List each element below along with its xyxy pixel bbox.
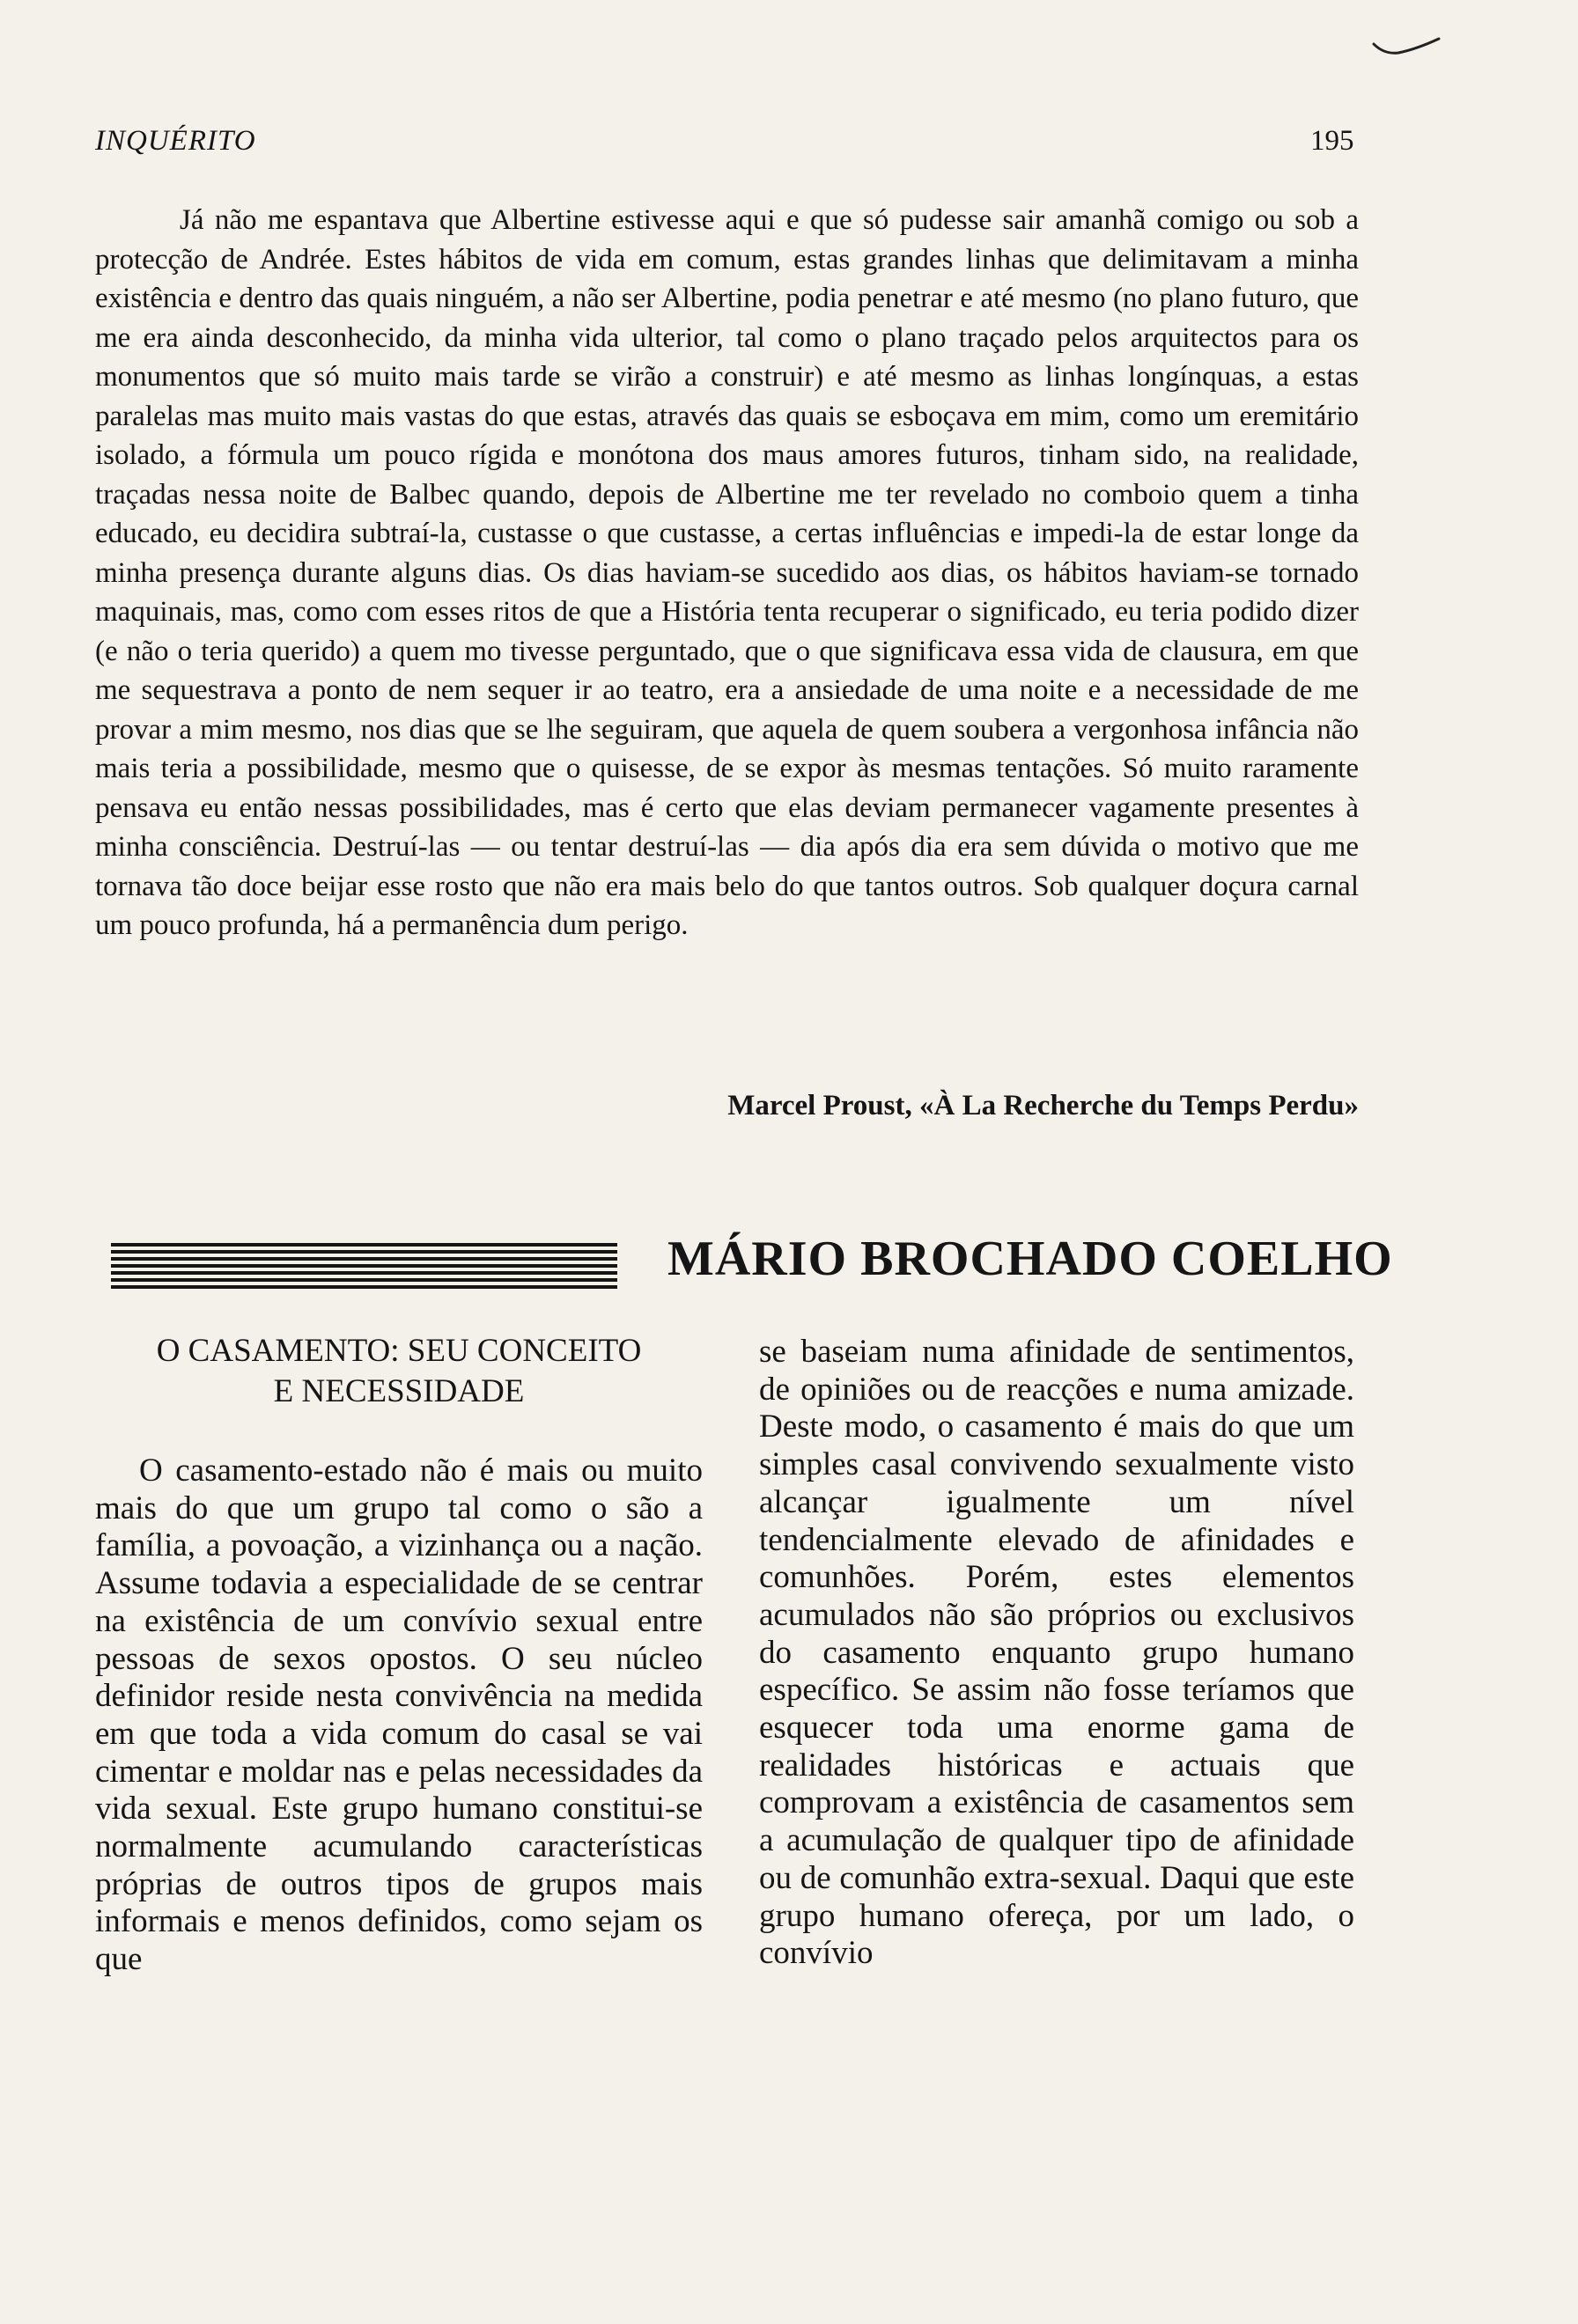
article-title-line-1: O CASAMENTO: SEU CONCEITO	[156, 1333, 642, 1369]
page-number: 195	[1310, 125, 1354, 157]
column-left-paragraph: O casamento-estado não é mais ou muito mais do que um grupo tal como o são a família, a povoação, a vizinhança ou a nação. Assume todavia a especialidade de se centrar na existência de um convívio sexual entre pessoas de sexos opostos. O seu núcleo definidor reside nesta convivência na medida em que toda a vida comum do casal se vai cimentar e moldar nas e pelas necessidades da vida sexual. Este grupo humano constitui-se normalmente acumulando características próprias de outros tipos de grupos mais informais e menos definidos, como sejam os que	[95, 1452, 703, 1978]
decorative-pattern-bar	[111, 1239, 617, 1289]
article-title	[95, 1331, 703, 1412]
proust-excerpt	[95, 201, 1359, 945]
article-title-line-2: E NECESSIDADE	[273, 1373, 525, 1409]
article-column-right	[759, 1334, 1354, 1973]
column-right-paragraph: se baseiam numa afinidade de sentimentos, de opiniões ou de reacções e numa amizade. Deste modo, o casamento é mais do que um simples casal convivendo sexualmente visto alcançar igualmente um nível tendencialmente elevado de afinidades e comunhões. Porém, estes elementos acumulados não são próprios ou exclusivos do casamento enquanto grupo humano específico. Se assim não fosse teríamos que esquecer toda uma enorme gama de realidades históricas e actuais que comprovam a existência de casamentos sem a acumulação de qualquer tipo de afinidade ou de comunhão extra-sexual. Daqui que este grupo humano ofereça, por um lado, o convívio	[759, 1334, 1354, 1972]
author-name: MÁRIO BROCHADO COELHO	[667, 1232, 1393, 1286]
excerpt-paragraph: Já não me espantava que Albertine estivesse aqui e que só pudesse sair amanhã comigo ou sob a protecção de Andrée. Estes hábitos de vida em comum, estas grandes linhas que delimitavam a minha existência e dentro das quais ninguém, a não ser Albertine, podia penetrar e até mesmo (no plano futuro, que me era ainda desconhecido, da minha vida ulterior, tal como o plano traçado pelos arquitectos para os monumentos que só muito mais tarde se virão a construir) e até mesmo as linhas longínquas, a estas paralelas mas muito mais vastas do que estas, através das quais se esboçava em mim, como um eremitário isolado, a fórmula um pouco rígida e monótona dos maus amores futuros, tinham sido, na realidade, traçadas nessa noite de Balbec quando, depois de Albertine me ter revelado no comboio quem a tinha educado, eu decidira subtraí-la, custasse o que custasse, a certas influências e impedi-la de estar longe da minha presença durante alguns dias. Os dias haviam-se sucedido aos dias, os hábitos haviam-se tornado maquinais, mas, como com esses ritos de que a História tenta recuperar o significado, eu teria podido dizer (e não o teria querido) a quem mo tivesse perguntado, que o que significava essa vida de clausura, em que me sequestrava a ponto de nem sequer ir ao teatro, era a ansiedade de uma noite e a necessidade de me provar a mim mesmo, nos dias que se lhe seguiram, que aquela de quem soubera a vergonhosa infância não mais teria a possibilidade, mesmo que o quisesse, de se expor às mesmas tentações. Só muito raramente pensava eu então nessas possibilidades, mas é certo que elas deviam permanecer vagamente presentes à minha consciência. Destruí-las — ou tentar destruí-las — dia após dia era sem dúvida o motivo que me tornava tão doce beijar esse rosto que não era mais belo do que tantos outros. Sob qualquer doçura carnal um pouco profunda, há a permanência dum perigo.	[95, 204, 1359, 941]
excerpt-attribution: Marcel Proust, «À La Recherche du Temps Perdu»	[727, 1090, 1359, 1122]
pencil-check-mark	[1372, 35, 1442, 60]
running-head: INQUÉRITO	[95, 125, 256, 157]
article-column-left	[95, 1452, 703, 1979]
